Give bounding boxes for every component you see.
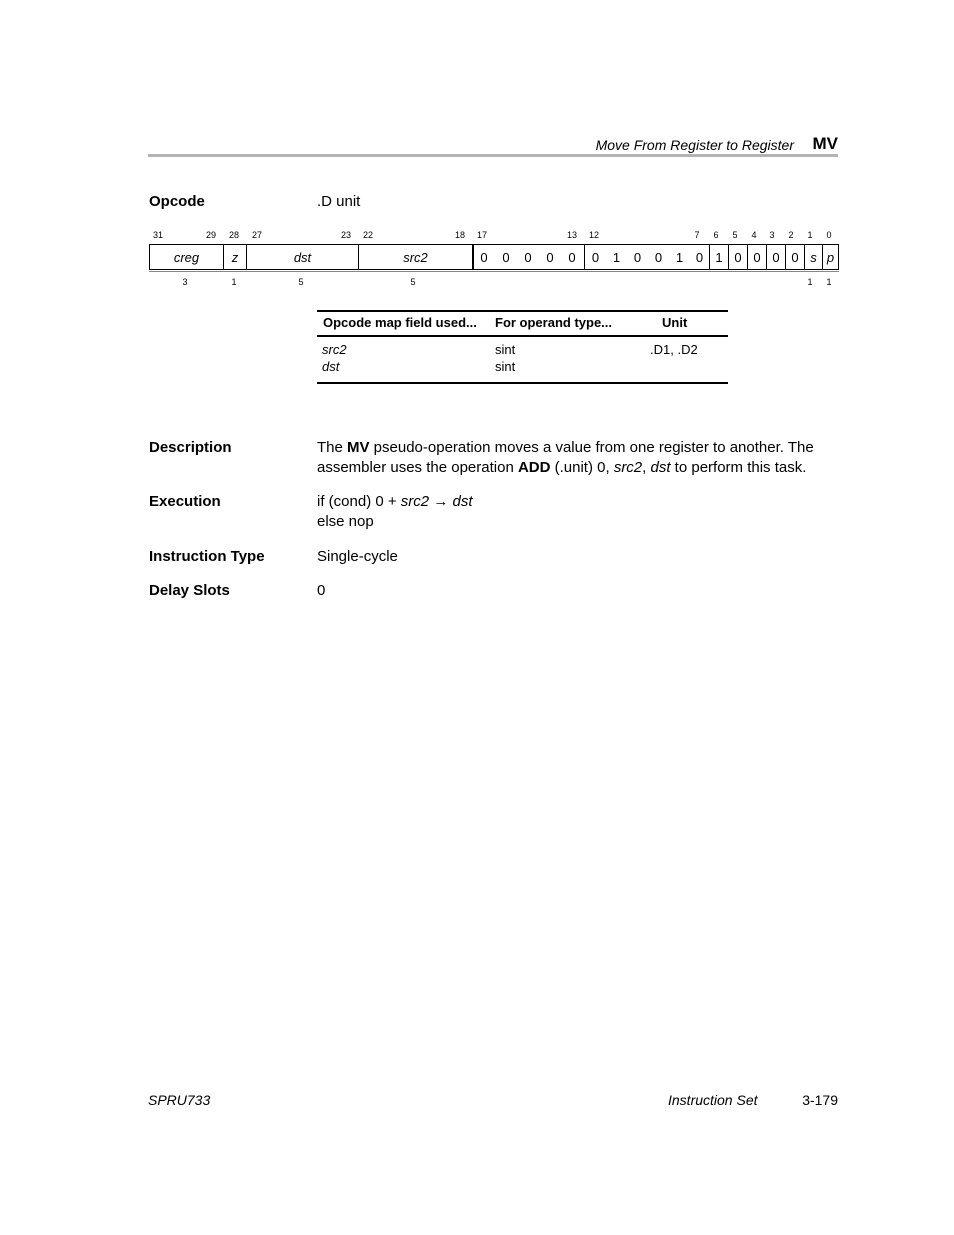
field-bit: 0 (502, 249, 510, 265)
table-top-rule (317, 310, 728, 312)
delay-slots-value: 0 (317, 582, 326, 599)
bit-number: 2 (788, 230, 794, 240)
field-bit: 0 (753, 249, 761, 265)
field-width: 5 (298, 277, 304, 287)
bit-number: 3 (769, 230, 775, 240)
running-header-mnemonic: MV (812, 134, 838, 153)
execution-run: if (cond) 0 + (317, 493, 401, 510)
field-z: z (231, 249, 239, 265)
bit-number: 29 (205, 230, 216, 240)
field-underline (149, 271, 839, 272)
field-bit: 0 (654, 249, 663, 265)
description-text (317, 438, 842, 478)
field-bit: 1 (675, 249, 684, 265)
instruction-type-label: Instruction Type (149, 548, 265, 565)
instruction-type-value: Single-cycle (317, 548, 398, 565)
bit-number: 31 (152, 230, 163, 240)
execution-line-2: else nop (317, 513, 374, 530)
bit-number: 4 (751, 230, 757, 240)
bit-number: 22 (362, 230, 373, 240)
footer-section: Instruction Set (668, 1092, 758, 1108)
execution-operand: dst (452, 493, 473, 510)
field-width: 1 (807, 277, 813, 287)
field-width: 1 (826, 277, 832, 287)
field-bit: 0 (524, 249, 532, 265)
field-bit: 0 (633, 249, 642, 265)
execution-line-1 (317, 492, 473, 512)
description-operand: src2 (613, 459, 643, 476)
description-mnemonic: MV (347, 439, 370, 456)
table-header-field: Opcode map field used... (323, 315, 477, 330)
delay-slots-label: Delay Slots (149, 582, 230, 599)
field-width: 1 (231, 277, 237, 287)
bit-number: 27 (251, 230, 262, 240)
opcode-unit: .D unit (317, 193, 361, 210)
table-cell-unit: .D1, .D2 (650, 342, 698, 357)
bit-number: 18 (454, 230, 465, 240)
field-bit: 0 (568, 249, 576, 265)
description-operation: ADD (517, 459, 551, 476)
field-bit: 0 (591, 249, 600, 265)
table-header-type: For operand type... (495, 315, 613, 330)
description-run: (.unit) 0, (550, 459, 614, 476)
description-run: The (317, 439, 348, 456)
field-src2: src2 (403, 249, 428, 265)
bit-number: 12 (588, 230, 599, 240)
field-bit: 0 (734, 249, 742, 265)
field-creg: creg (173, 249, 200, 265)
field-width: 5 (410, 277, 416, 287)
field-bit: 0 (546, 249, 554, 265)
description-operand: dst (650, 459, 671, 476)
footer-page-number: 3-179 (802, 1092, 838, 1108)
execution-operand: src2 (400, 493, 430, 510)
field-bit: 1 (715, 249, 723, 265)
opcode-bit-field (149, 244, 839, 270)
field-bit: 0 (791, 249, 799, 265)
table-cell-type: sint (495, 342, 516, 357)
running-header-title: Move From Register to Register (595, 137, 794, 153)
field-bit: 1 (612, 249, 621, 265)
field-bit: 0 (480, 249, 488, 265)
table-header-rule (317, 335, 728, 337)
description-run: pseudo-operation moves a value from one register to another. The assembler uses the operation (317, 439, 814, 476)
bit-number: 13 (566, 230, 577, 240)
bit-number: 17 (476, 230, 487, 240)
field-s: s (810, 249, 817, 265)
description-label: Description (149, 439, 232, 456)
opcode-label: Opcode (149, 193, 205, 210)
bit-number: 28 (228, 230, 239, 240)
bit-number: 23 (340, 230, 351, 240)
field-dst: dst (293, 249, 312, 265)
header-rule (148, 154, 838, 157)
table-bottom-rule (317, 382, 728, 384)
bit-number: 7 (694, 230, 700, 240)
bit-number: 1 (807, 230, 813, 240)
field-width: 3 (182, 277, 188, 287)
execution-label: Execution (149, 493, 221, 510)
description-run: to perform this task. (670, 459, 807, 476)
table-cell-type: sint (495, 359, 516, 374)
table-cell-field: src2 (322, 342, 347, 357)
table-cell-field: dst (322, 359, 340, 374)
bit-number: 0 (826, 230, 832, 240)
bit-number: 5 (732, 230, 738, 240)
field-bit: 0 (695, 249, 704, 265)
field-bit: 0 (772, 249, 780, 265)
field-p: p (826, 249, 835, 265)
footer-doc-id: SPRU733 (148, 1092, 211, 1108)
arrow-icon: → (433, 493, 449, 510)
description-run: , (642, 459, 651, 476)
table-header-unit: Unit (662, 315, 688, 330)
bit-number: 6 (713, 230, 719, 240)
